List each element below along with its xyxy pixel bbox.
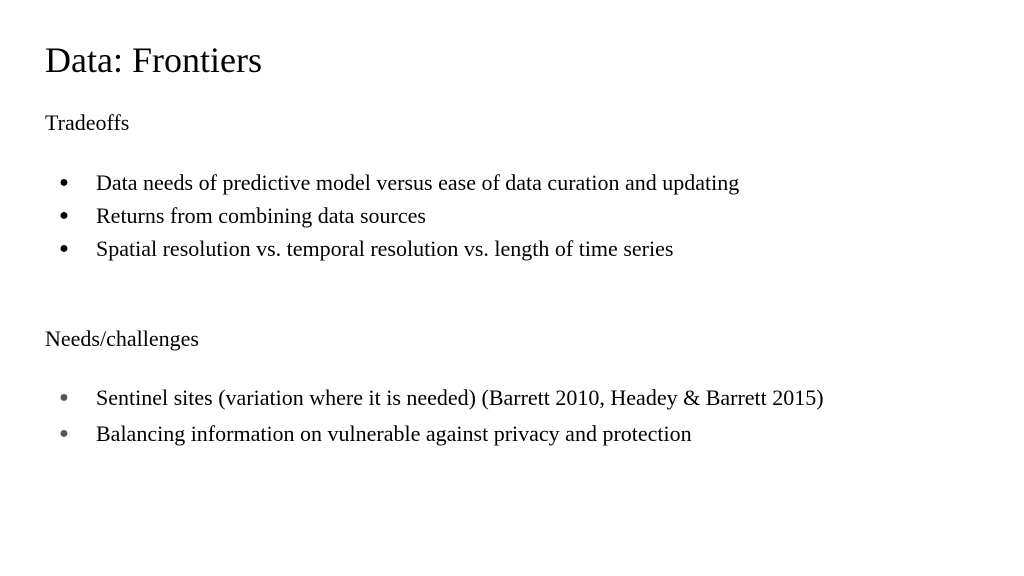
section-heading-tradeoffs: Tradeoffs bbox=[45, 110, 130, 135]
bullet-icon: ● bbox=[59, 389, 69, 406]
list-item bbox=[0, 417, 824, 453]
list-item-text: Data needs of predictive model versus ease of data curation and updating bbox=[96, 170, 740, 195]
bullet-icon: ● bbox=[59, 174, 69, 191]
needs-bullet-list bbox=[0, 381, 824, 453]
bullet-icon: ● bbox=[59, 207, 69, 224]
list-item bbox=[0, 232, 739, 265]
bullet-icon: ● bbox=[59, 240, 69, 257]
list-item bbox=[0, 199, 739, 232]
list-item-text: Returns from combining data sources bbox=[96, 203, 426, 228]
list-item-text: Balancing information on vulnerable against privacy and protection bbox=[96, 421, 692, 446]
slide-title: Data: Frontiers bbox=[45, 40, 262, 80]
list-item-text: Spatial resolution vs. temporal resolution vs. length of time series bbox=[96, 236, 674, 261]
list-item-text: Sentinel sites (variation where it is needed) (Barrett 2010, Headey & Barrett 2015) bbox=[96, 385, 824, 410]
section-heading-needs-challenges: Needs/challenges bbox=[45, 326, 199, 351]
bullet-icon: ● bbox=[59, 425, 69, 442]
list-item bbox=[0, 166, 739, 199]
list-item bbox=[0, 381, 824, 417]
tradeoffs-bullet-list bbox=[0, 166, 739, 265]
